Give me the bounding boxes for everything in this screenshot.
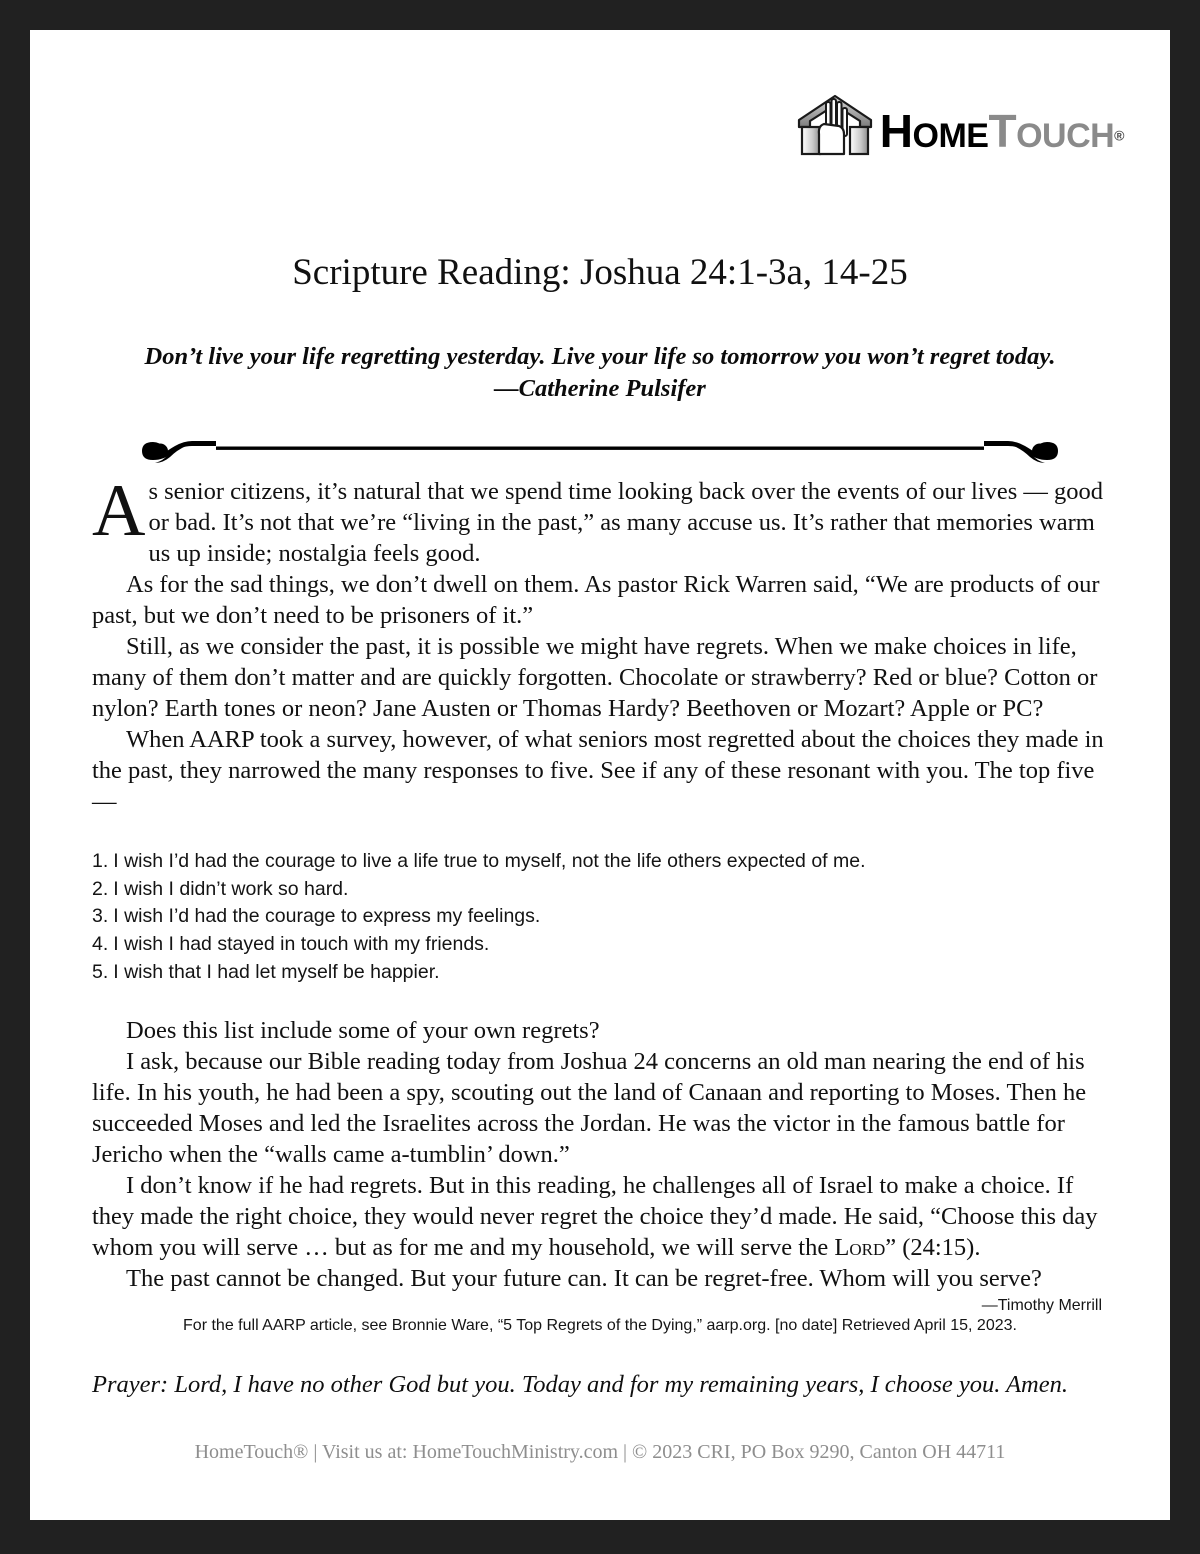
list-item: [92, 931, 1108, 959]
list-item: [92, 959, 1108, 987]
registered-mark: ®: [1114, 127, 1124, 144]
list-item-number: 4.: [92, 933, 109, 956]
paragraph-closing: The past cannot be changed. But your future can. It can be regret-free. Whom will you serve?: [126, 1265, 1042, 1293]
list-item-label: I wish I’d had the courage to express my feelings.: [113, 905, 541, 928]
source-footnote: For the full AARP article, see Bronnie Ware, “5 Top Regrets of the Dying,” aarp.org. [no date] Retrieved April 15, 2023.: [183, 1317, 1017, 1335]
paragraph-choices: Still, as we consider the past, it is possible we might have regrets. When we make choices in life, many of them don’t matter and are quickly forgotten. Chocolate or strawberry? Red or blue? Cotton or nylon? Earth tones or neon? Jane Austen or Thomas Hardy? Beethoven or Mozart? Apple or PC?: [92, 633, 1098, 723]
paragraph-text-a: I don’t know if he had regrets. But in this reading, he challenges all of Israel to make a choice. If they made the right choice, they would never regret the choice they’d made. He said, “Choose this day whom you will serve … but as for me and my household, we will serve the: [92, 1172, 1098, 1262]
document-page: [30, 30, 1170, 1520]
top-five-regrets-list: [92, 848, 1108, 986]
paragraph-sad-things: As for the sad things, we don’t dwell on them. As pastor Rick Warren said, “We are products of our past, but we don’t need to be prisoners of it.”: [92, 571, 1100, 630]
list-item-number: 1.: [92, 850, 109, 873]
page-footer: HomeTouch® | Visit us at: HomeTouchMinistry.com | © 2023 CRI, PO Box 9290, Canton OH 44711: [194, 1440, 1006, 1463]
document-content: [92, 30, 1108, 1464]
list-item: [92, 903, 1108, 931]
wordmark-home: HOME: [879, 105, 989, 157]
author-attribution: —Timothy Merrill: [981, 1297, 1102, 1315]
epigraph-block: [92, 295, 1108, 406]
ornamental-flourish-divider: [140, 427, 1060, 471]
list-item-number: 3.: [92, 905, 109, 928]
paragraph-bible-reading: I ask, because our Bible reading today from Joshua 24 concerns an old man nearing the end of his life. In his youth, he had been a spy, scouting out the land of Canaan and reporting to Moses. Then he succeeded Moses and led the Israelites across the Jordan. He was the victor in the famous battle for Jericho when the “walls came a-tumblin’ down.”: [92, 1048, 1087, 1169]
paragraph-does-this-list: Does this list include some of your own regrets?: [126, 1017, 600, 1045]
paragraph-text-b: ” (24:15).: [885, 1234, 981, 1262]
page-title: Scripture Reading: Joshua 24:1-3a, 14-25: [292, 252, 908, 293]
paragraph-opening: As senior citizens, it’s natural that we spend time looking back over the events of our lives — good or bad. It’s not that we’re “living in the past,” as many accuse us. It’s rather that memories warm us up inside; nostalgia feels good.: [92, 470, 1104, 568]
list-item-number: 5.: [92, 960, 109, 983]
paragraph-aarp-survey: When AARP took a survey, however, of what seniors most regretted about the choices they made in the past, they narrowed the many responses to five. See if any of these resonant with you. The top five—: [92, 726, 1104, 816]
list-item-label: I wish I had stayed in touch with my friends.: [113, 933, 490, 956]
epigraph-attribution: —Catherine Pulsifer: [494, 374, 706, 402]
list-item: [92, 876, 1108, 904]
prayer-block: Prayer: Lord, I have no other God but you. Today and for my remaining years, I choose you. Amen.: [92, 1371, 1069, 1399]
wordmark-touch: TOUCH: [988, 105, 1115, 157]
epigraph-quote: Don’t live your life regretting yesterday. Live your life so tomorrow you won’t regret today.: [144, 342, 1056, 370]
list-item-label: I wish I didn’t work so hard.: [113, 877, 349, 900]
paragraph-choose-this-day: [92, 1171, 1108, 1264]
list-item-label: I wish that I had let myself be happier.: [113, 960, 440, 983]
list-item-number: 2.: [92, 877, 109, 900]
divine-name-lord: Lord: [834, 1234, 886, 1262]
list-item: [92, 848, 1108, 876]
list-item-label: I wish I’d had the courage to live a life true to myself, not the life others expected of me.: [113, 850, 866, 873]
